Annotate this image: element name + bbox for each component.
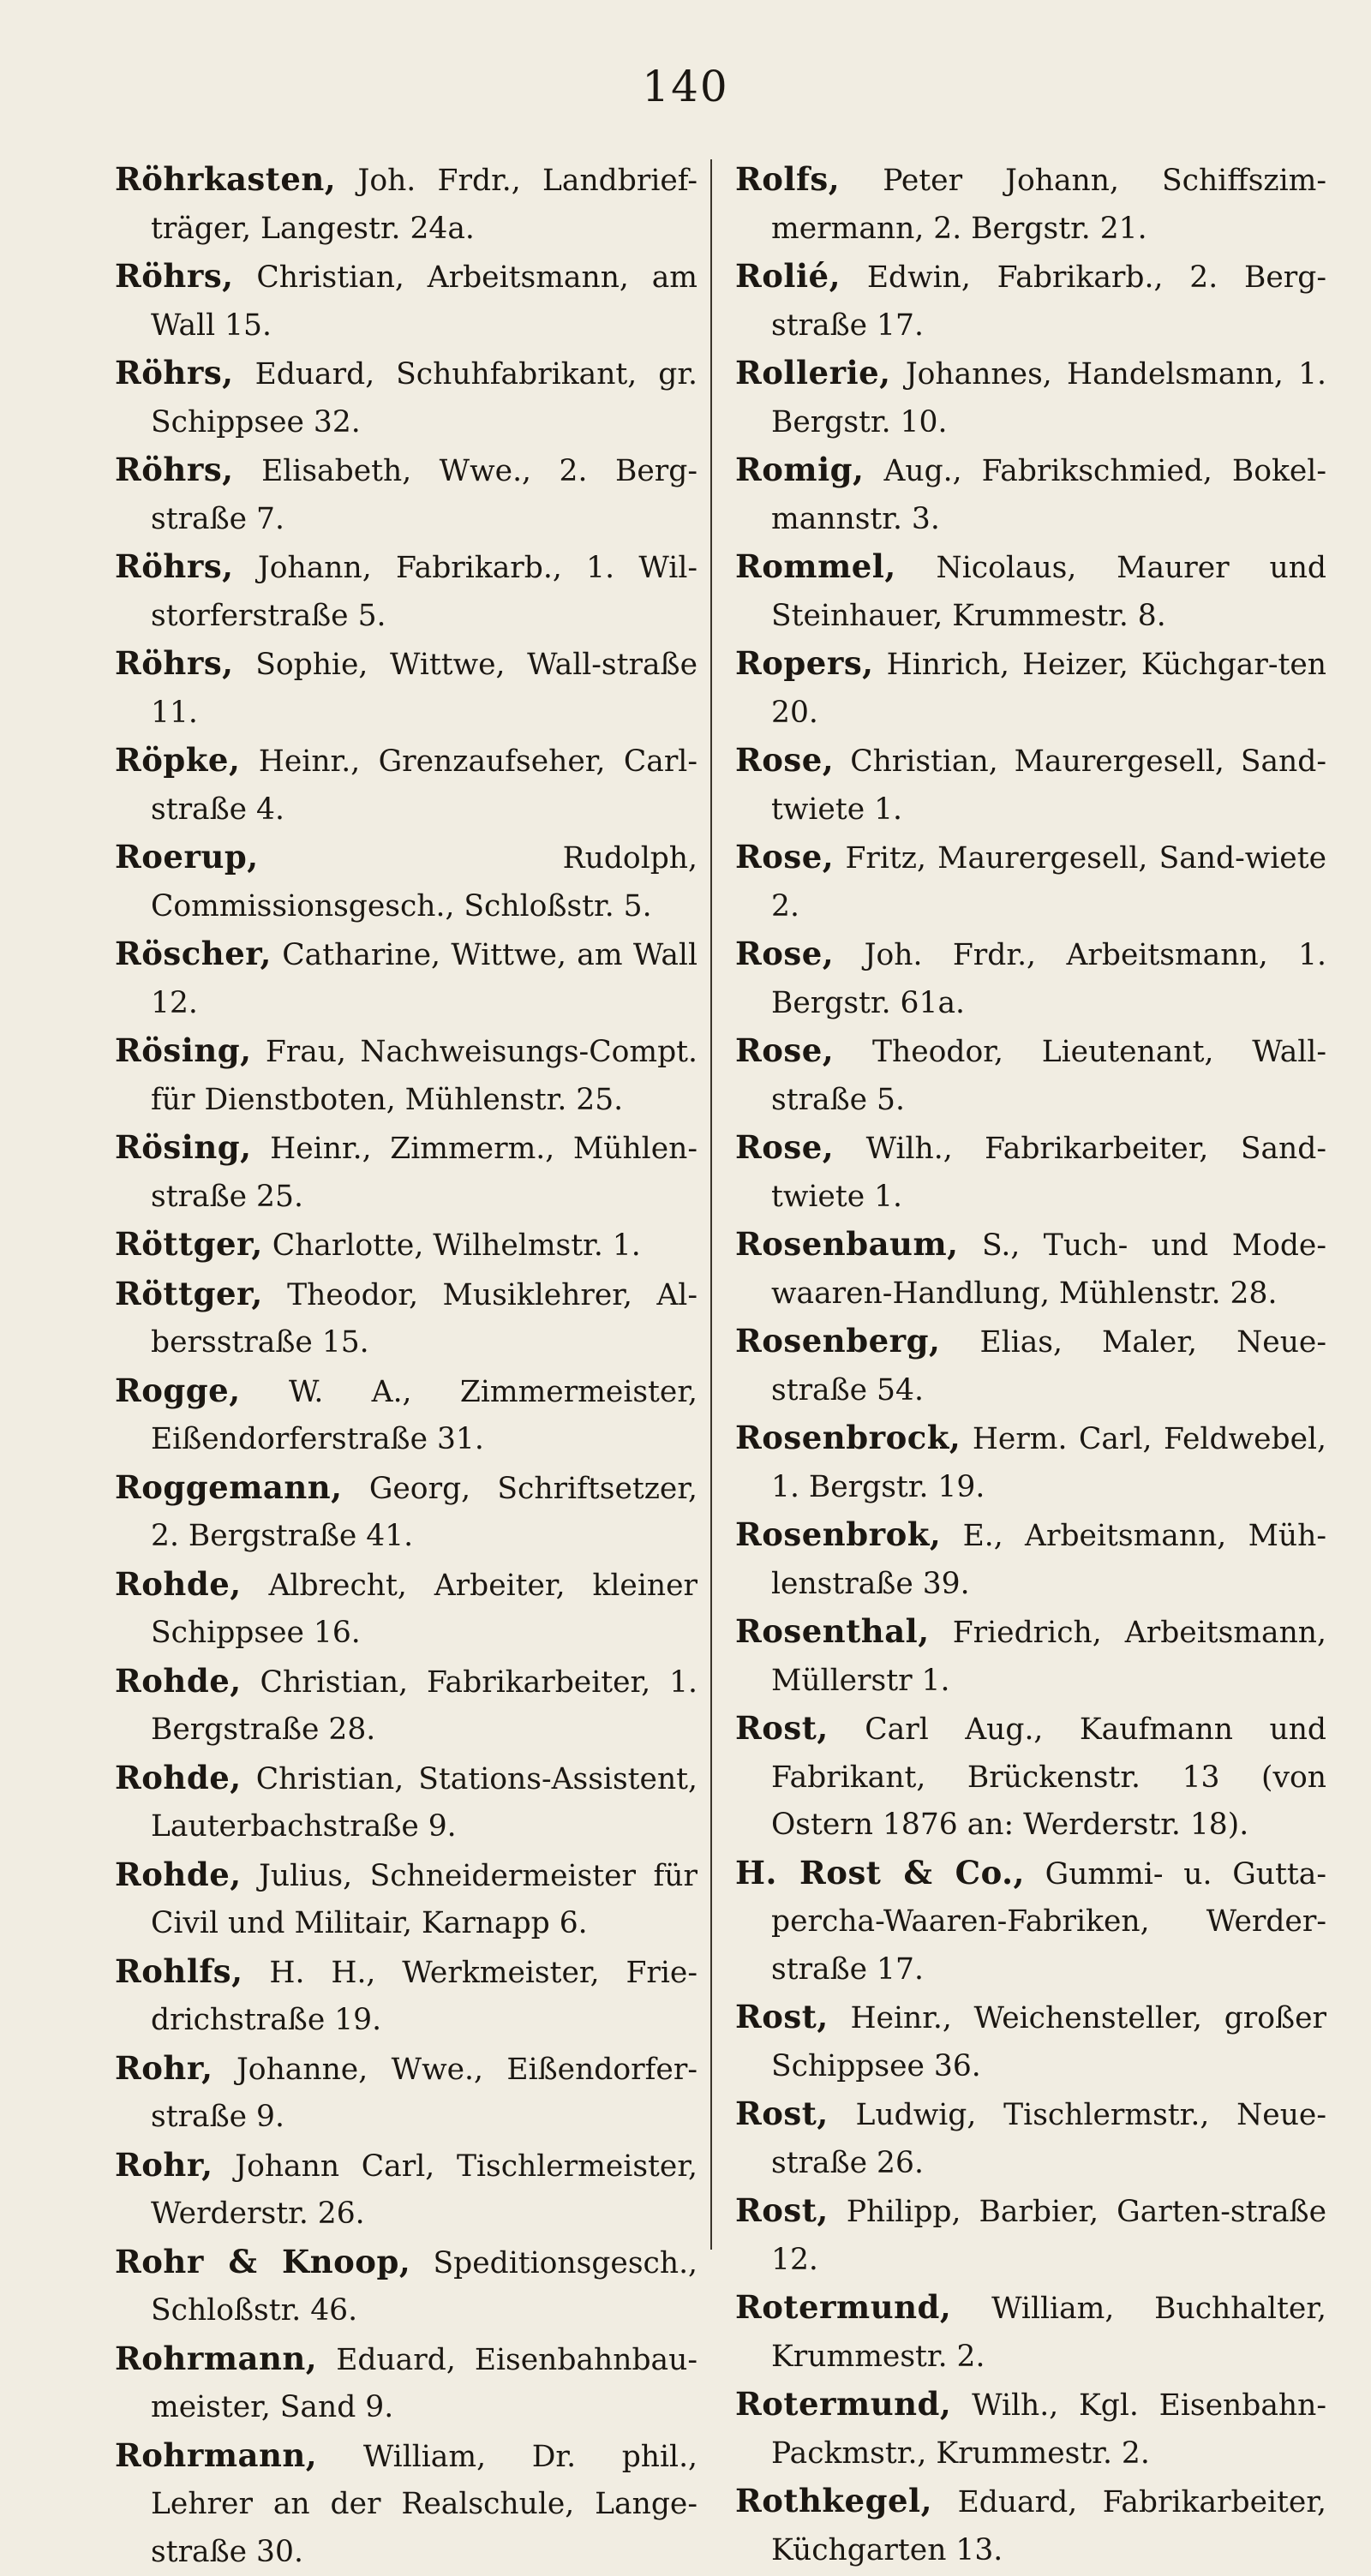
directory-entry — [115, 930, 697, 1027]
entry-name: Rohr, — [115, 2049, 213, 2087]
entry-name: Rolfs, — [735, 160, 840, 198]
entry-details: Charlotte, Wilhelmstr. 1. — [272, 1228, 641, 1263]
entry-name: Rohde, — [115, 1565, 242, 1603]
entry-name: Röhrs, — [115, 547, 234, 585]
directory-entry — [115, 1948, 697, 2045]
entry-name: Rose, — [735, 741, 834, 779]
directory-entry — [115, 2142, 697, 2238]
entry-details: Eduard, Schuhfabrikant, gr. Schippsee 32. — [151, 357, 697, 439]
entry-details: Johanne, Wwe., Eißendorfer-straße 9. — [151, 2053, 697, 2135]
entry-details: Christian, Fabrikarbeiter, 1. Bergstraße 28. — [151, 1665, 697, 1748]
entry-name: Rohr, — [115, 2146, 213, 2184]
directory-entry — [115, 2045, 697, 2142]
entry-name: Röhrkasten, — [115, 160, 336, 198]
entry-name: Ropers, — [735, 644, 874, 682]
entry-details: Elias, Maler, Neue-straße 54. — [771, 1325, 1326, 1408]
entry-details: Christian, Maurergesell, Sand-twiete 1. — [771, 744, 1326, 827]
entry-name: Rösing, — [115, 1031, 251, 1069]
entry-name: Rose, — [735, 1128, 834, 1166]
directory-entry — [115, 446, 697, 543]
entry-name: Rosenberg, — [735, 1322, 940, 1360]
entry-name: Röhrs, — [115, 257, 234, 295]
entry-details: Johann, Fabrikarb., 1. Wil-storferstraße 5. — [151, 551, 697, 633]
entry-details: Johannes, Handelsmann, 1. Bergstr. 10. — [771, 357, 1326, 439]
entry-details: Philipp, Barbier, Garten-straße 12. — [771, 2195, 1326, 2277]
entry-details: Frau, Nachweisungs-Compt. für Dienstboten, Mühlenstr. 25. — [151, 1035, 697, 1117]
entry-details: Peter Johann, Schiffszim-mermann, 2. Bergstr. 21. — [771, 164, 1326, 246]
entry-name: Rost, — [735, 1709, 829, 1747]
entry-name: Romig, — [735, 451, 864, 488]
entry-details: Heinr., Zimmerm., Mühlen-straße 25. — [151, 1132, 697, 1214]
entry-details: E., Arbeitsmann, Müh-lenstraße 39. — [771, 1519, 1326, 1601]
entry-details: Georg, Schriftsetzer, 2. Bergstraße 41. — [151, 1472, 697, 1554]
entry-details: Edwin, Fabrikarb., 2. Berg-straße 17. — [771, 260, 1326, 343]
entry-details: Carl Aug., Kaufmann und Fabrikant, Brückenstr. 13 (von Ostern 1876 an: Werderstr. 18). — [771, 1712, 1326, 1842]
entry-details: Herm. Carl, Feldwebel, 1. Bergstr. 19. — [771, 1422, 1326, 1504]
entry-name: Rollerie, — [735, 354, 891, 391]
entry-details: Catharine, Wittwe, am Wall 12. — [151, 938, 697, 1020]
directory-entry — [735, 350, 1326, 446]
directory-entry — [735, 2477, 1326, 2574]
directory-entry — [115, 737, 697, 834]
entry-name: Rost, — [735, 1998, 829, 2035]
entry-name: Rose, — [735, 1031, 834, 1069]
directory-entry — [735, 834, 1326, 930]
entry-details: Eduard, Fabrikarbeiter, Küchgarten 13. — [771, 2485, 1326, 2567]
entry-name: Rösing, — [115, 1128, 251, 1166]
directory-entry — [735, 2284, 1326, 2381]
entry-details: Theodor, Lieutenant, Wall-straße 5. — [771, 1035, 1326, 1117]
entry-details: Theodor, Musiklehrer, Al-bersstraße 15. — [151, 1278, 697, 1360]
directory-entry — [735, 640, 1326, 737]
directory-entry — [735, 930, 1326, 1027]
entry-details: William, Buchhalter, Krummestr. 2. — [771, 2292, 1326, 2374]
entry-details: Ludwig, Tischlermstr., Neue-straße 26. — [771, 2098, 1326, 2180]
entry-details: Speditionsgesch., Schloßstr. 46. — [151, 2246, 697, 2328]
entry-details: Aug., Fabrikschmied, Bokel-mannstr. 3. — [771, 454, 1326, 536]
directory-entry — [735, 156, 1326, 253]
entry-name: Röscher, — [115, 935, 272, 972]
entry-name: Rohlfs, — [115, 1952, 243, 1990]
directory-entry — [115, 640, 697, 737]
entry-name: Rothkegel, — [735, 2482, 932, 2519]
directory-entry — [115, 1367, 697, 1464]
directory-entry — [115, 1464, 697, 1561]
entry-details: Eduard, Eisenbahnbau-meister, Sand 9. — [151, 2343, 697, 2425]
directory-entry — [735, 1511, 1326, 1608]
directory-entry — [735, 2187, 1326, 2284]
entry-name: Röhrs, — [115, 644, 234, 682]
entry-details: Sophie, Wittwe, Wall-straße 11. — [151, 648, 697, 730]
directory-entry — [735, 1993, 1326, 2090]
directory-entry — [735, 1705, 1326, 1850]
directory-entry — [115, 1754, 697, 1851]
directory-entry — [115, 253, 697, 350]
entry-details: Wilh., Fabrikarbeiter, Sand-twiete 1. — [771, 1132, 1326, 1214]
directory-entry — [735, 253, 1326, 350]
directory-entry — [735, 1414, 1326, 1511]
directory-entry — [115, 834, 697, 930]
entry-name: Rosenbrok, — [735, 1515, 941, 1553]
entry-name: Röhrs, — [115, 354, 234, 391]
entry-name: Rosenbrock, — [735, 1419, 961, 1456]
directory-entry — [735, 737, 1326, 834]
directory-entry — [115, 2335, 697, 2432]
directory-entry — [115, 2432, 697, 2576]
entry-details: H. H., Werkmeister, Frie-drichstraße 19. — [151, 1956, 697, 2038]
entry-name: Rost, — [735, 2095, 829, 2132]
entry-name: Rohde, — [115, 1759, 242, 1796]
directory-entry — [735, 1608, 1326, 1705]
entry-name: Rost, — [735, 2191, 829, 2229]
entry-name: Rohr & Knoop, — [115, 2243, 410, 2280]
entry-name: Rommel, — [735, 547, 896, 585]
entry-name: Rohde, — [115, 1856, 242, 1893]
entry-details: Albrecht, Arbeiter, kleiner Schippsee 16. — [151, 1569, 697, 1651]
directory-entry — [115, 1221, 697, 1270]
entry-details: W. A., Zimmermeister, Eißendorferstraße 31. — [151, 1375, 697, 1457]
directory-entry — [115, 2238, 697, 2335]
entry-details: Christian, Stations-Assistent, Lauterbachstraße 9. — [151, 1762, 697, 1844]
entry-name: Rolié, — [735, 257, 841, 295]
directory-entry — [735, 1318, 1326, 1414]
entry-details: Fritz, Maurergesell, Sand-wiete 2. — [771, 841, 1326, 923]
directory-entry — [735, 543, 1326, 640]
entry-details: S., Tuch- und Mode-waaren-Handlung, Mühlenstr. 28. — [771, 1228, 1326, 1311]
entry-details: Joh. Frdr., Landbrief-träger, Langestr. 24a. — [151, 164, 697, 246]
entry-details: William, Dr. phil., Lehrer an der Realschule, Lange-straße 30. — [151, 2440, 697, 2569]
right-column — [735, 156, 1326, 2574]
entry-details: Elisabeth, Wwe., 2. Berg-straße 7. — [151, 454, 697, 536]
entry-name: Röpke, — [115, 741, 240, 779]
entry-name: Roggemann, — [115, 1468, 343, 1506]
entry-details: Johann Carl, Tischlermeister, Werderstr. 26. — [151, 2149, 697, 2232]
directory-entry — [115, 543, 697, 640]
entry-details: Hinrich, Heizer, Küchgar-ten 20. — [771, 648, 1326, 730]
entry-details: Friedrich, Arbeitsmann, Müllerstr 1. — [771, 1616, 1326, 1698]
entry-details: Christian, Arbeitsmann, am Wall 15. — [151, 260, 697, 343]
entry-details: Heinr., Weichensteller, großer Schippsee 36. — [771, 2001, 1326, 2083]
directory-entry — [115, 350, 697, 446]
entry-name: Rose, — [735, 838, 834, 876]
directory-entry — [735, 1850, 1326, 1994]
page-number: 140 — [0, 62, 1371, 111]
directory-entry — [115, 1027, 697, 1124]
entry-details: Heinr., Grenzaufseher, Carl-straße 4. — [151, 744, 697, 827]
entry-details: Julius, Schneidermeister für Civil und Militair, Karnapp 6. — [151, 1859, 697, 1941]
entry-name: Rohrmann, — [115, 2436, 317, 2474]
entry-name: Rosenthal, — [735, 1612, 930, 1650]
directory-entry — [735, 1124, 1326, 1221]
directory-entry — [115, 1124, 697, 1221]
directory-entry — [115, 1561, 697, 1658]
entry-details: Rudolph, Commissionsgesch., Schloßstr. 5. — [151, 841, 697, 923]
entry-details: Joh. Frdr., Arbeitsmann, 1. Bergstr. 61a. — [771, 938, 1326, 1020]
entry-name: Rohde, — [115, 1662, 242, 1700]
directory-entry — [735, 2090, 1326, 2187]
directory-entry — [115, 1851, 697, 1948]
entry-name: Röttger, — [115, 1225, 263, 1263]
column-divider — [710, 159, 712, 2250]
entry-details: Nicolaus, Maurer und Steinhauer, Krummestr. 8. — [771, 551, 1326, 633]
entry-name: Rotermund, — [735, 2385, 951, 2423]
entry-name: Rosenbaum, — [735, 1225, 958, 1263]
directory-entry — [115, 1658, 697, 1754]
entry-name: Roerup, — [115, 838, 259, 876]
directory-entry — [735, 1027, 1326, 1124]
entry-name: Rose, — [735, 935, 834, 972]
entry-name: Rohrmann, — [115, 2340, 317, 2377]
entry-details: Gummi- u. Gutta-percha-Waaren-Fabriken, Werder-straße 17. — [771, 1857, 1326, 1987]
directory-entry — [115, 156, 697, 253]
directory-entry — [115, 1270, 697, 1367]
directory-entry — [735, 446, 1326, 543]
directory-entry — [735, 2381, 1326, 2477]
entry-name: Rogge, — [115, 1372, 241, 1409]
entry-name: Rotermund, — [735, 2288, 951, 2326]
left-column — [115, 156, 697, 2576]
entry-name: Röttger, — [115, 1275, 263, 1312]
entry-name: Röhrs, — [115, 451, 234, 488]
entry-name: H. Rost & Co., — [735, 1854, 1025, 1892]
directory-entry — [735, 1221, 1326, 1318]
entry-details: Wilh., Kgl. Eisenbahn-Packmstr., Krummestr. 2. — [771, 2388, 1326, 2471]
